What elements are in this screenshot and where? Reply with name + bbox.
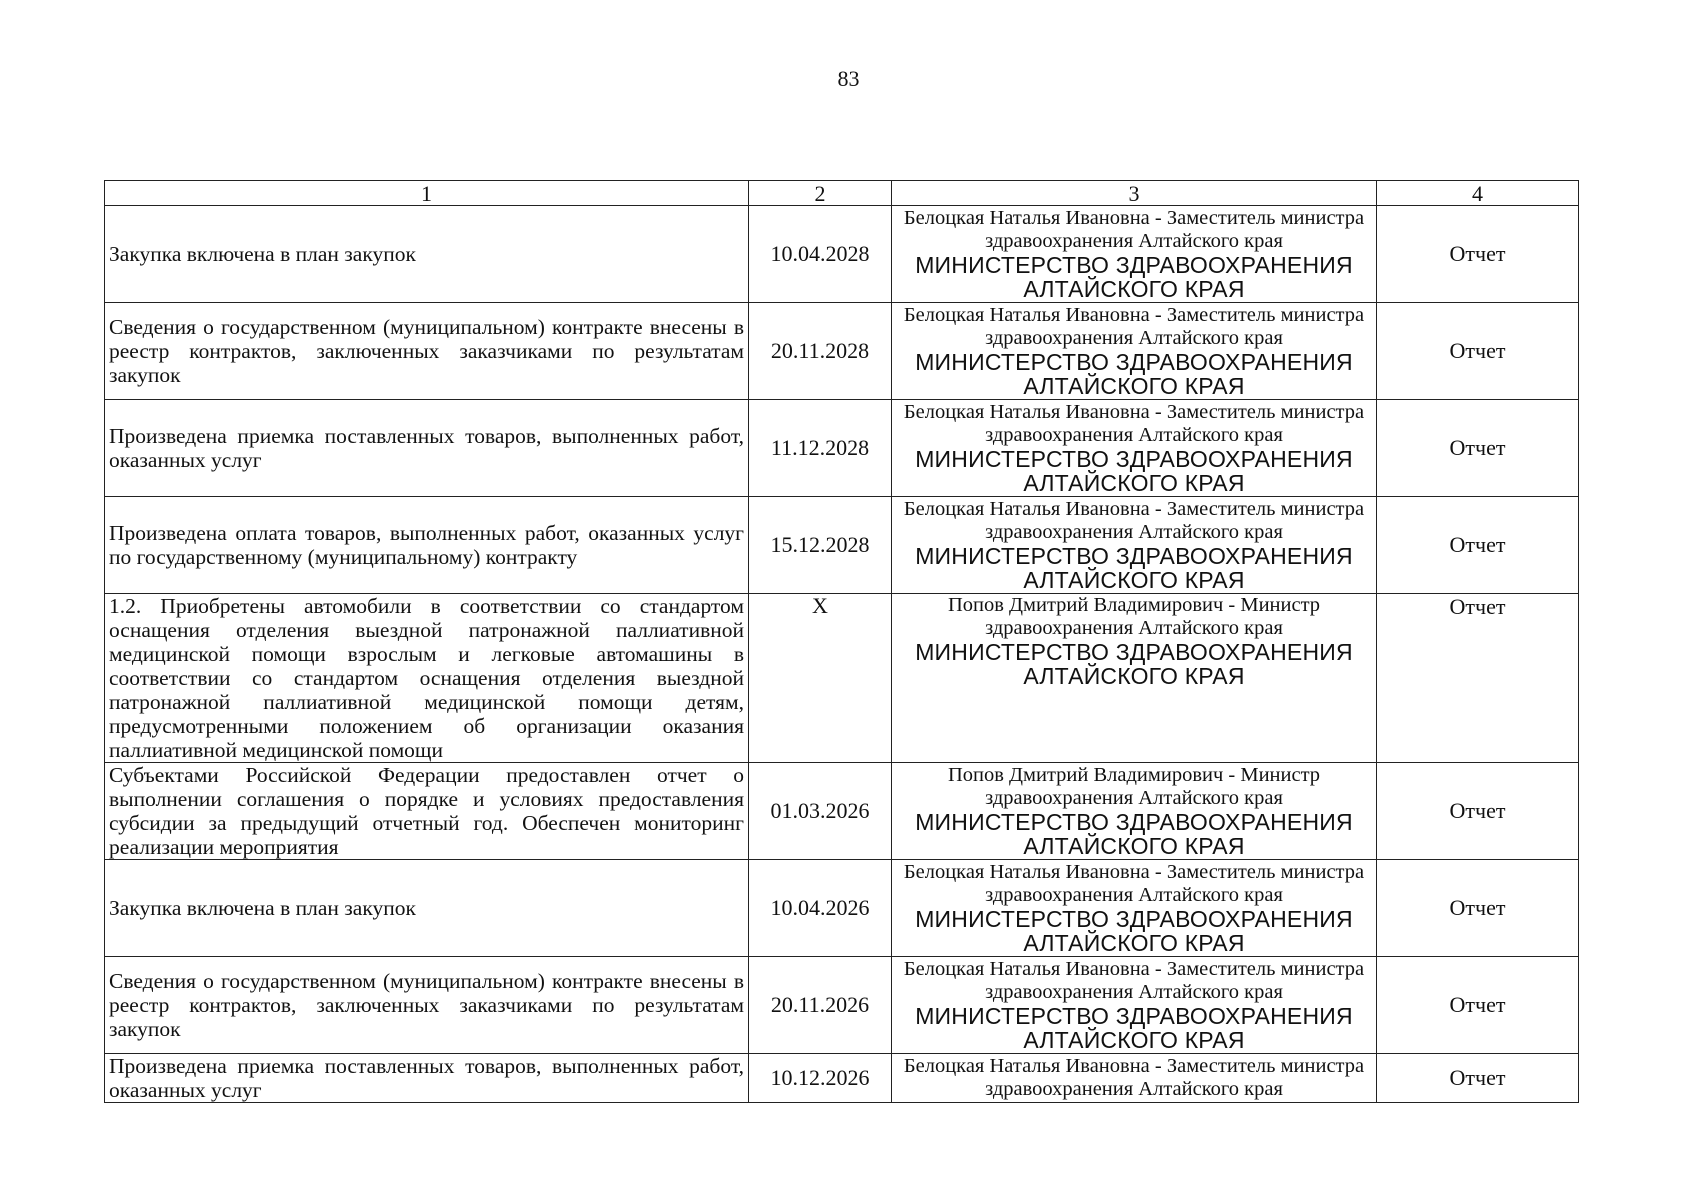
table-row bbox=[105, 860, 1579, 957]
responsible-person: Попов Дмитрий Владимирович - Министр здравоохранения Алтайского края bbox=[947, 764, 1321, 809]
table-row bbox=[105, 303, 1579, 400]
responsible-organization: МИНИСТЕРСТВО ЗДРАВООХРАНЕНИЯ АЛТАЙСКОГО КРАЯ bbox=[915, 1003, 1353, 1053]
responsible-organization: МИНИСТЕРСТВО ЗДРАВООХРАНЕНИЯ АЛТАЙСКОГО КРАЯ bbox=[915, 639, 1353, 689]
row-responsible bbox=[892, 957, 1377, 1054]
table-row bbox=[105, 957, 1579, 1054]
row-date: 20.11.2026 bbox=[749, 957, 892, 1054]
row-date: 10.12.2026 bbox=[749, 1054, 892, 1103]
table-row bbox=[105, 400, 1579, 497]
table-row bbox=[105, 1054, 1579, 1103]
responsible-person: Белоцкая Наталья Ивановна - Заместитель министра здравоохранения Алтайского края bbox=[903, 498, 1365, 543]
row-description: Закупка включена в план закупок bbox=[105, 860, 749, 957]
responsible-organization: МИНИСТЕРСТВО ЗДРАВООХРАНЕНИЯ АЛТАЙСКОГО КРАЯ bbox=[915, 809, 1353, 859]
responsible-organization: МИНИСТЕРСТВО ЗДРАВООХРАНЕНИЯ АЛТАЙСКОГО КРАЯ bbox=[915, 446, 1353, 496]
row-document-type: Отчет bbox=[1377, 1054, 1579, 1103]
table-row bbox=[105, 497, 1579, 594]
row-responsible bbox=[892, 206, 1377, 303]
responsible-person: Белоцкая Наталья Ивановна - Заместитель министра здравоохранения Алтайского края bbox=[903, 958, 1365, 1003]
row-description: Закупка включена в план закупок bbox=[105, 206, 749, 303]
row-date: 01.03.2026 bbox=[749, 763, 892, 860]
row-responsible bbox=[892, 303, 1377, 400]
column-number-4: 4 bbox=[1377, 181, 1579, 206]
row-responsible bbox=[892, 497, 1377, 594]
row-date: 11.12.2028 bbox=[749, 400, 892, 497]
responsible-person: Белоцкая Наталья Ивановна - Заместитель министра здравоохранения Алтайского края bbox=[903, 1055, 1365, 1100]
row-document-type: Отчет bbox=[1377, 400, 1579, 497]
responsible-person: Белоцкая Наталья Ивановна - Заместитель министра здравоохранения Алтайского края bbox=[903, 861, 1365, 906]
row-document-type: Отчет bbox=[1377, 303, 1579, 400]
column-number-2: 2 bbox=[749, 181, 892, 206]
row-description: 1.2. Приобретены автомобили в соответствии со стандартом оснащения отделения выездной патронажной паллиативной медицинской помощи взрослым и легковые автомашины в соответствии со стандартом оснащения отделения выездной патронажной паллиативной медицинской помощи детям, предусмотренными положением об организации оказания паллиативной медицинской помощи bbox=[105, 594, 749, 763]
responsible-person: Белоцкая Наталья Ивановна - Заместитель министра здравоохранения Алтайского края bbox=[903, 207, 1365, 252]
responsible-person: Белоцкая Наталья Ивановна - Заместитель министра здравоохранения Алтайского края bbox=[903, 304, 1365, 349]
row-date: 10.04.2028 bbox=[749, 206, 892, 303]
row-responsible bbox=[892, 860, 1377, 957]
row-responsible bbox=[892, 763, 1377, 860]
row-date: 10.04.2026 bbox=[749, 860, 892, 957]
row-description: Сведения о государственном (муниципальном) контракте внесены в реестр контрактов, заключенных заказчиками по результатам закупок bbox=[105, 957, 749, 1054]
row-description: Произведена приемка поставленных товаров, выполненных работ, оказанных услуг bbox=[105, 1054, 749, 1103]
responsible-person: Попов Дмитрий Владимирович - Министр здравоохранения Алтайского края bbox=[947, 594, 1321, 639]
row-date: 20.11.2028 bbox=[749, 303, 892, 400]
measures-table bbox=[104, 180, 1579, 1103]
row-responsible bbox=[892, 594, 1377, 763]
row-document-type: Отчет bbox=[1377, 763, 1579, 860]
row-description: Произведена оплата товаров, выполненных работ, оказанных услуг по государственному (муниципальному) контракту bbox=[105, 497, 749, 594]
row-document-type: Отчет bbox=[1377, 206, 1579, 303]
row-responsible bbox=[892, 1054, 1377, 1103]
row-description: Субъектами Российской Федерации предоставлен отчет о выполнении соглашения о порядке и условиях предоставления субсидии за предыдущий отчетный год. Обеспечен мониторинг реализации мероприятия bbox=[105, 763, 749, 860]
row-responsible bbox=[892, 400, 1377, 497]
page-number: 83 bbox=[837, 66, 860, 91]
row-description: Сведения о государственном (муниципальном) контракте внесены в реестр контрактов, заключенных заказчиками по результатам закупок bbox=[105, 303, 749, 400]
row-description: Произведена приемка поставленных товаров, выполненных работ, оказанных услуг bbox=[105, 400, 749, 497]
row-date: 15.12.2028 bbox=[749, 497, 892, 594]
column-number-1: 1 bbox=[105, 181, 749, 206]
responsible-organization: МИНИСТЕРСТВО ЗДРАВООХРАНЕНИЯ АЛТАЙСКОГО КРАЯ bbox=[915, 252, 1353, 302]
table-row bbox=[105, 594, 1579, 763]
row-document-type: Отчет bbox=[1377, 957, 1579, 1054]
table-row bbox=[105, 206, 1579, 303]
responsible-organization: МИНИСТЕРСТВО ЗДРАВООХРАНЕНИЯ АЛТАЙСКОГО КРАЯ bbox=[915, 906, 1353, 956]
row-date: X bbox=[749, 594, 892, 763]
column-number-row bbox=[105, 181, 1579, 206]
row-document-type: Отчет bbox=[1377, 497, 1579, 594]
responsible-organization: МИНИСТЕРСТВО ЗДРАВООХРАНЕНИЯ АЛТАЙСКОГО КРАЯ bbox=[915, 543, 1353, 593]
table-row bbox=[105, 763, 1579, 860]
row-document-type: Отчет bbox=[1377, 594, 1579, 763]
column-number-3: 3 bbox=[892, 181, 1377, 206]
row-document-type: Отчет bbox=[1377, 860, 1579, 957]
responsible-person: Белоцкая Наталья Ивановна - Заместитель министра здравоохранения Алтайского края bbox=[903, 401, 1365, 446]
responsible-organization: МИНИСТЕРСТВО ЗДРАВООХРАНЕНИЯ АЛТАЙСКОГО КРАЯ bbox=[915, 349, 1353, 399]
